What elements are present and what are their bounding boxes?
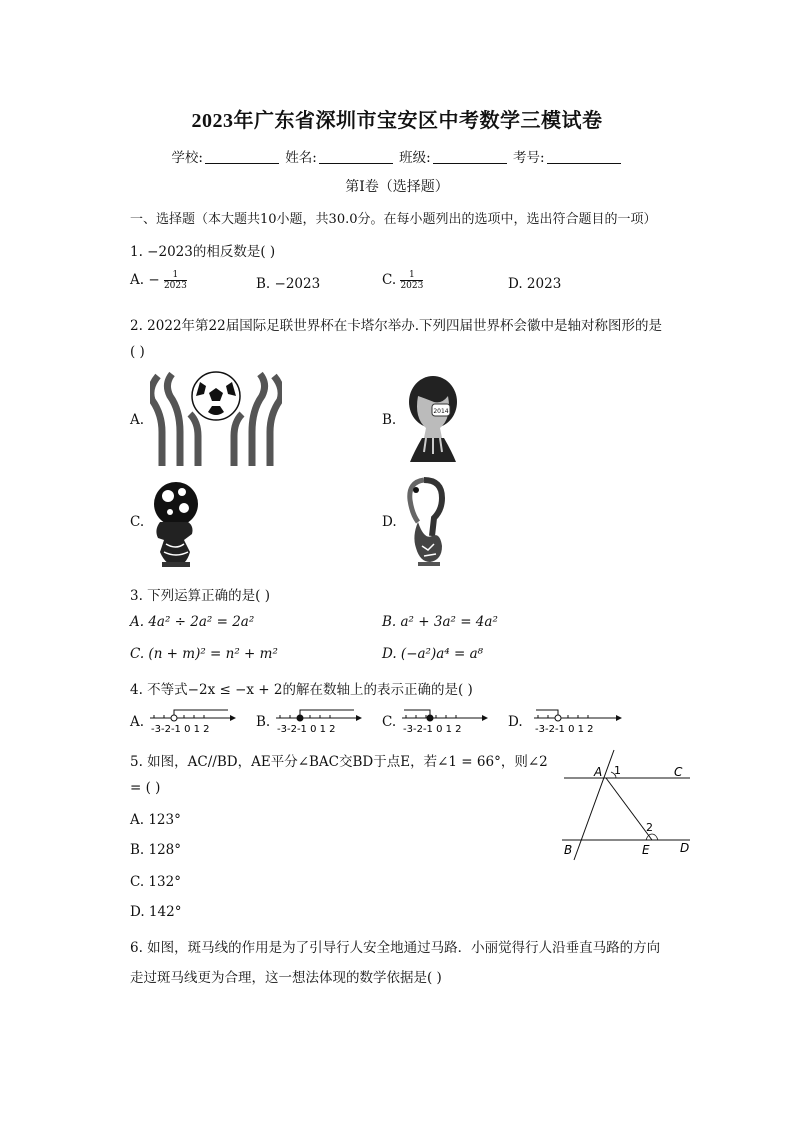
- q5-stem-cont: = ( ): [130, 780, 161, 796]
- q1-option-a: [130, 270, 187, 291]
- q1-a-num: 1: [164, 270, 187, 281]
- q1-a-sign: −: [148, 272, 160, 288]
- q4-b-axis-labels: -3-2-1 0 1 2: [277, 724, 336, 734]
- q4-option-b-label: B.: [256, 714, 271, 730]
- fig-label-b: B: [564, 843, 573, 857]
- name-label: 姓名:: [285, 150, 317, 166]
- q2-option-d-label: D.: [382, 514, 397, 530]
- fig-label-e: E: [642, 843, 650, 857]
- q5-option-b: B. 128°: [130, 842, 182, 858]
- fig-label-d: D: [680, 841, 690, 855]
- q1-option-d: D. 2023: [508, 276, 562, 292]
- q5-geometry-figure: [556, 746, 696, 864]
- q4-number-line-b: [274, 704, 366, 734]
- q6-stem: 6. 如图，斑马线的作用是为了引导行人安全地通过马路．小丽觉得行人沿垂直马路的方向: [130, 940, 661, 956]
- class-label: 班级:: [399, 150, 431, 166]
- logo-b-year: 2014: [433, 408, 449, 415]
- q1-option-c: [382, 270, 423, 291]
- q1-stem: 1. −2023的相反数是( ): [130, 244, 276, 260]
- school-blank[interactable]: [205, 151, 279, 164]
- exam-no-blank[interactable]: [547, 151, 621, 164]
- q5-option-d: D. 142°: [130, 904, 182, 920]
- q4-d-axis-labels: -3-2-1 0 1 2: [535, 724, 594, 734]
- q1-a-den: 2023: [163, 281, 187, 291]
- q5-option-a: A. 123°: [130, 812, 181, 828]
- fig-label-1: 1: [614, 764, 621, 777]
- q4-a-axis-labels: -3-2-1 0 1 2: [151, 724, 210, 734]
- q3-option-b: B. a² + 3a² = 4a²: [382, 614, 498, 630]
- logo-d-icon: [402, 476, 448, 568]
- q4-number-line-c: [400, 704, 492, 734]
- class-blank[interactable]: [433, 151, 507, 164]
- q1-c-fraction: [400, 270, 423, 291]
- q1-c-num: 1: [400, 270, 423, 281]
- q2-option-a-label: A.: [130, 412, 145, 428]
- q3-option-d: D. (−a²)a⁴ = a⁸: [382, 646, 484, 662]
- logo-a-icon: [150, 370, 282, 466]
- q6-stem-cont: 走过斑马线更为合理，这一想法体现的数学依据是( ): [130, 970, 442, 986]
- exam-no-label: 考号:: [513, 150, 545, 166]
- q2-stem-paren: ( ): [130, 344, 145, 360]
- q4-option-d-label: D.: [508, 714, 523, 730]
- name-blank[interactable]: [319, 151, 393, 164]
- logo-b-icon: [404, 374, 462, 464]
- q4-option-a-label: A.: [130, 714, 145, 730]
- q2-option-b-label: B.: [382, 412, 397, 428]
- fig-label-2: 2: [646, 821, 653, 834]
- q4-number-line-a: [148, 704, 240, 734]
- q4-c-axis-labels: -3-2-1 0 1 2: [403, 724, 462, 734]
- part-instructions: 一、选择题（本大题共10小题，共30.0分。在每小题列出的选项中，选出符合题目的一项）: [130, 212, 657, 227]
- q1-a-label: A.: [130, 272, 145, 288]
- q1-c-den: 2023: [400, 281, 424, 291]
- q3-option-a: A. 4a² ÷ 2a² = 2a²: [130, 614, 255, 630]
- section-heading: 第Ⅰ卷（选择题）: [345, 179, 449, 195]
- fig-label-c: C: [674, 765, 683, 779]
- q3-option-c: C. (n + m)² = n² + m²: [130, 646, 278, 662]
- fig-label-a: A: [594, 765, 603, 779]
- q3-stem: 3. 下列运算正确的是( ): [130, 588, 270, 604]
- q2-stem: 2. 2022年第22届国际足联世界杯在卡塔尔举办.下列四届世界杯会徽中是轴对称图形的是: [130, 318, 662, 334]
- q1-c-label: C.: [382, 272, 397, 288]
- q4-stem: 4. 不等式−2x ≤ −x + 2的解在数轴上的表示正确的是( ): [130, 682, 473, 698]
- q4-number-line-d: [532, 704, 628, 734]
- q1-option-b: B. −2023: [256, 276, 321, 292]
- q1-a-fraction: [164, 270, 187, 291]
- q2-option-c-label: C.: [130, 514, 145, 530]
- exam-title: 2023年广东省深圳市宝安区中考数学三模试卷: [191, 110, 603, 132]
- q5-option-c: C. 132°: [130, 874, 181, 890]
- q5-stem: 5. 如图，AC//BD，AE平分∠BAC交BD于点E，若∠1 = 66°，则∠2: [130, 754, 548, 770]
- logo-c-icon: [150, 478, 198, 568]
- school-label: 学校:: [171, 150, 203, 166]
- q4-option-c-label: C.: [382, 714, 397, 730]
- student-info-line: [0, 146, 794, 166]
